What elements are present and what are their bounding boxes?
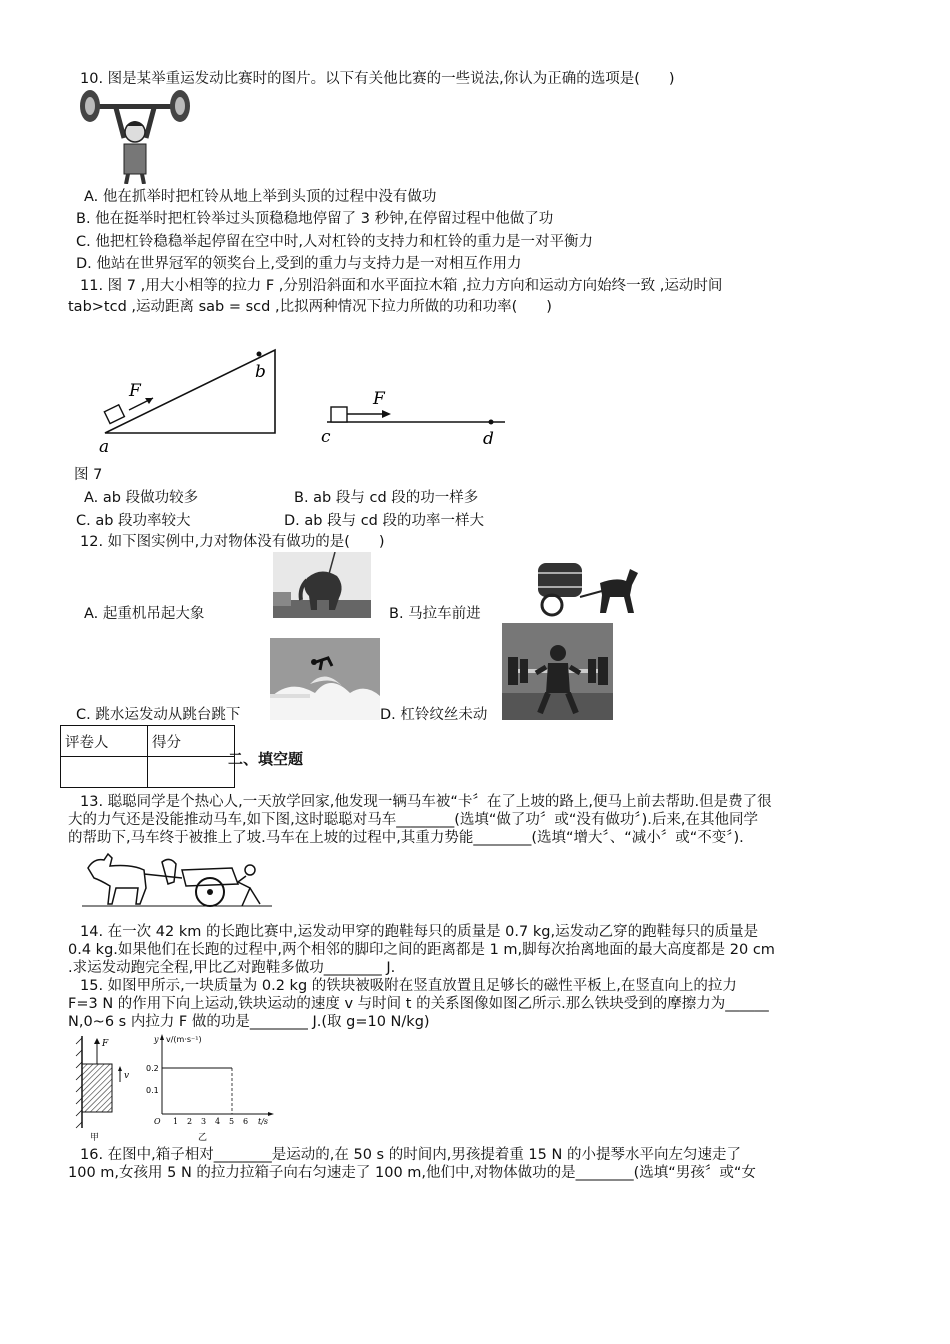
q13-line3: 的帮助下,马车终于被推上了坡.马车在上坡的过程中,其重力势能________(选填“增大〞、“减小〞或“不变〞). xyxy=(68,830,744,846)
q12-option-d: D. 杠铃纹丝未动 xyxy=(380,707,488,723)
fig7-F1: F xyxy=(129,381,141,401)
q13-line2: 大的力气还是没能推动马车,如下图,这时聪聪对马车________(选填“做了功〞或“没有做功〞).后来,在其他同学 xyxy=(68,812,759,828)
q15-line2: F=3 N 的作用下向上运动,铁块运动的速度 v 与时间 t 的关系图像如图乙所示.那么铁块受到的摩擦力为______ xyxy=(68,996,769,1012)
fig-yi-tick-4: 4 xyxy=(215,1117,221,1126)
barbell-photo xyxy=(502,623,613,720)
q11-stem-line2: tab>tcd ,运动距离 sab = scd ,比拟两种情况下拉力所做的功和功率( ) xyxy=(68,299,552,315)
score-table-grader-cell[interactable] xyxy=(61,757,148,788)
fig7-c: c xyxy=(321,427,331,447)
fig7-d: d xyxy=(483,429,494,449)
fig-yi-yaxis: v/(m·s⁻¹) xyxy=(166,1035,202,1044)
fig-yi-y: y xyxy=(154,1035,159,1044)
fig7-a: a xyxy=(99,437,110,455)
q11-option-d: D. ab 段与 cd 段的功率一样大 xyxy=(284,513,484,529)
fig-yi-origin: O xyxy=(154,1117,161,1126)
q15-line1: 15. 如图甲所示,一块质量为 0.2 kg 的铁块被吸附在竖直放置且足够长的磁性平板上,在竖直向上的拉力 xyxy=(80,978,737,994)
q11-option-a: A. ab 段做功较多 xyxy=(84,490,199,506)
q11-stem-line1: 11. 图 7 ,用大小相等的拉力 F ,分别沿斜面和水平面拉木箱 ,拉力方向和运动方向始终一致 ,运动时间 xyxy=(80,278,723,294)
q10-stem: 10. 图是某举重运发动比赛时的图片。以下有关他比赛的一些说法,你认为正确的选项是( ) xyxy=(80,71,675,87)
q10-option-d: D. 他站在世界冠军的领奖台上,受到的重力与支持力是一对相互作用力 xyxy=(76,256,522,272)
section-title: 二、填空题 xyxy=(228,750,304,768)
fig-yi-tick-3: 3 xyxy=(201,1117,207,1126)
fig-jia-label: 甲 xyxy=(90,1133,100,1143)
q12-option-b: B. 马拉车前进 xyxy=(389,606,481,622)
q10-option-c: C. 他把杠铃稳稳举起停留在空中时,人对杠铃的支持力和杠铃的重力是一对平衡力 xyxy=(76,234,593,250)
horse-cart-push-figure xyxy=(82,848,272,912)
fig7-F2: F xyxy=(373,389,385,409)
fig-yi-v02: 0.2 xyxy=(146,1064,159,1073)
q11-option-b: B. ab 段与 cd 段的功一样多 xyxy=(294,490,479,506)
fig-yi-xaxis: t/s xyxy=(258,1117,269,1126)
q11-option-c: C. ab 段功率较大 xyxy=(76,513,191,529)
q16-line2: 100 m,女孩用 5 N 的拉力拉箱子向右匀速走了 100 m,他们中,对物体做功的是________(选填“男孩〞或“女 xyxy=(68,1165,756,1181)
figure-7 xyxy=(95,340,515,455)
fig-yi-v01: 0.1 xyxy=(146,1086,159,1095)
score-table-grader: 评卷人 xyxy=(61,726,148,757)
fig-jia-v: v xyxy=(124,1071,130,1081)
q15-figures xyxy=(68,1032,278,1144)
q14-line1: 14. 在一次 42 km 的长跑比赛中,运发动甲穿的跑鞋每只的质量是 0.7 kg,运发动乙穿的跑鞋每只的质量是 xyxy=(80,924,759,940)
q14-line2: 0.4 kg.如果他们在长跑的过程中,两个相邻的脚印之间的距离都是 1 m,脚每次抬离地面的最大高度都是 20 cm xyxy=(68,942,775,958)
q15-line3: N,0~6 s 内拉力 F 做的功是________ J.(取 g=10 N/kg) xyxy=(68,1014,430,1030)
fig-yi-tick-2: 2 xyxy=(187,1117,193,1126)
fig-jia-F: F xyxy=(102,1039,109,1049)
q10-option-b: B. 他在挺举时把杠铃举过头顶稳稳地停留了 3 秒钟,在停留过程中他做了功 xyxy=(76,211,554,227)
fig-yi-tick-1: 1 xyxy=(173,1117,179,1126)
fig-yi-tick-5: 5 xyxy=(229,1117,235,1126)
q13-line1: 13. 聪聪同学是个热心人,一天放学回家,他发现一辆马车被“卡〞在了上坡的路上,便马上前去帮助.但是费了很 xyxy=(80,794,772,810)
fig-yi-tick-6: 6 xyxy=(243,1117,249,1126)
q10-option-a: A. 他在抓举时把杠铃从地上举到头顶的过程中没有做功 xyxy=(84,189,437,205)
score-table xyxy=(60,725,235,788)
q12-stem: 12. 如下图实例中,力对物体没有做功的是( ) xyxy=(80,534,385,550)
q12-option-c: C. 跳水运发动从跳台跳下 xyxy=(76,707,241,723)
diver-photo xyxy=(270,638,380,720)
elephant-crane-photo xyxy=(273,552,371,618)
q12-option-a: A. 起重机吊起大象 xyxy=(84,606,205,622)
fig7-caption: 图 7 xyxy=(74,467,103,483)
horse-cart-photo xyxy=(530,555,642,620)
q16-line1: 16. 在图中,箱子相对________是运动的,在 50 s 的时间内,男孩提着重 15 N 的小提琴水平向左匀速走了 xyxy=(80,1147,741,1163)
fig-yi-label: 乙 xyxy=(198,1133,208,1143)
q14-line3: .求运发动跑完全程,甲比乙对跑鞋多做功________ J. xyxy=(68,960,396,976)
score-table-score-cell[interactable] xyxy=(148,757,235,788)
score-table-score: 得分 xyxy=(148,726,235,757)
fig7-b: b xyxy=(255,362,266,382)
weightlifter-figure xyxy=(76,88,196,184)
